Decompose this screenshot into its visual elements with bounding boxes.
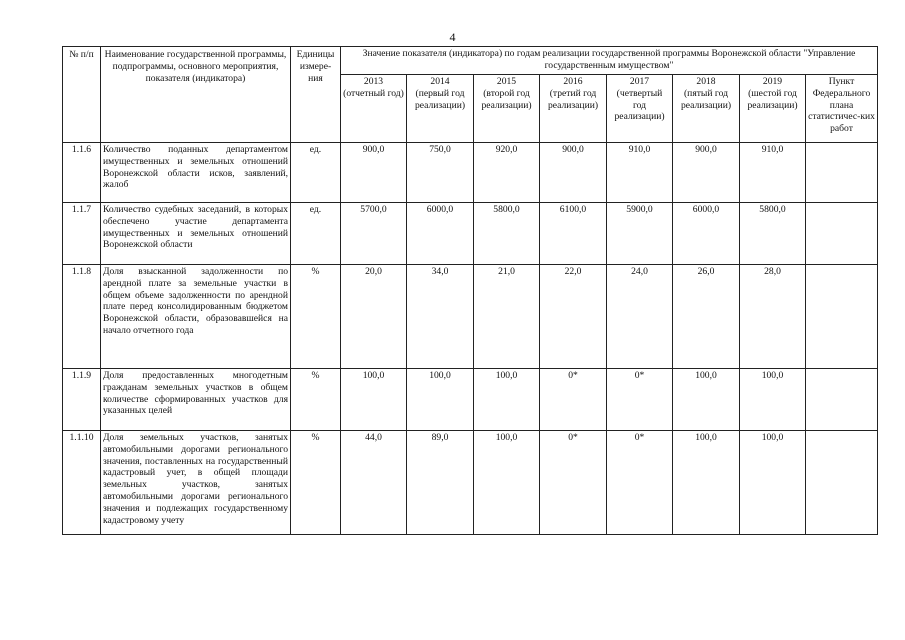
row-value-2019: 910,0 (740, 143, 806, 203)
row-value-2014: 6000,0 (407, 203, 474, 265)
row-value-2017: 0* (607, 431, 673, 535)
header-year-label: 2015 (496, 76, 517, 87)
row-unit: ед. (291, 143, 341, 203)
header-year-note: (пятый год реализации) (680, 87, 732, 111)
row-indicator-name: Доля взысканной задолженности по арендной плате за земельные участки в общем объеме задолженности по арендной плате перед консолидированным бюджетом Воронежской области, образовавшейся на начало отчетного года (101, 265, 291, 369)
header-federal-plan: Пункт Федерального плана статистичес-ких работ (806, 75, 878, 143)
header-unit: Единицы измере-ния (291, 47, 341, 143)
row-value-2016: 22,0 (540, 265, 607, 369)
row-unit: % (291, 369, 341, 431)
row-number: 1.1.7 (63, 203, 101, 265)
row-unit: % (291, 265, 341, 369)
row-value-2018: 100,0 (673, 369, 740, 431)
row-value-2014: 750,0 (407, 143, 474, 203)
row-value-2016: 900,0 (540, 143, 607, 203)
row-value-2019: 100,0 (740, 369, 806, 431)
header-values-title: Значение показателя (индикатора) по годам реализации государственной программы Воронежской области "Управление государственным имуществом" (341, 47, 878, 75)
table-row (63, 143, 878, 203)
indicators-table (62, 46, 878, 535)
header-year-label: 2014 (430, 76, 450, 87)
table-row (63, 369, 878, 431)
header-name: Наименование государственной программы, подпрограммы, основного мероприятия, показателя (индикатора) (101, 47, 291, 143)
row-value-2013: 900,0 (341, 143, 407, 203)
row-federal-plan (806, 369, 878, 431)
row-value-2018: 100,0 (673, 431, 740, 535)
row-value-2015: 100,0 (474, 369, 540, 431)
row-value-2015: 21,0 (474, 265, 540, 369)
header-year-label: 2019 (762, 76, 783, 87)
row-value-2013: 20,0 (341, 265, 407, 369)
row-value-2018: 900,0 (673, 143, 740, 203)
table-row (63, 431, 878, 535)
row-number: 1.1.6 (63, 143, 101, 203)
header-year-note: (первый год реализации) (414, 87, 466, 111)
header-year-note: (отчетный год) (343, 87, 404, 99)
row-value-2013: 44,0 (341, 431, 407, 535)
page-number: 4 (449, 30, 456, 44)
row-unit: % (291, 431, 341, 535)
header-year-2015 (474, 75, 540, 143)
row-value-2016: 0* (540, 369, 607, 431)
row-number: 1.1.8 (63, 265, 101, 369)
row-federal-plan (806, 203, 878, 265)
header-year-label: 2018 (696, 76, 716, 87)
row-federal-plan (806, 143, 878, 203)
table-row (63, 203, 878, 265)
row-value-2017: 0* (607, 369, 673, 431)
row-indicator-name: Количество судебных заседаний, в которых обеспечено участие департамента имущественных и земельных отношений Воронежской области (101, 203, 291, 265)
header-year-label: 2013 (363, 76, 384, 87)
row-value-2018: 26,0 (673, 265, 740, 369)
row-value-2017: 5900,0 (607, 203, 673, 265)
header-year-2013 (341, 75, 407, 143)
header-year-note: (третий год реализации) (547, 87, 599, 111)
row-value-2018: 6000,0 (673, 203, 740, 265)
row-number: 1.1.10 (63, 431, 101, 535)
row-value-2015: 100,0 (474, 431, 540, 535)
row-value-2017: 24,0 (607, 265, 673, 369)
table-row (63, 265, 878, 369)
row-indicator-name: Количество поданных департаментом имущественных и земельных отношений Воронежской области исков, заявлений, жалоб (101, 143, 291, 203)
row-value-2014: 89,0 (407, 431, 474, 535)
row-indicator-name: Доля земельных участков, занятых автомобильными дорогами регионального значения, поставленных на государственный кадастровый учет, в общей площади земельных участков, занятых автомобильными дорогами регионального значения и подлежащих государственному кадастровому учету (101, 431, 291, 535)
header-year-label: 2017 (629, 76, 650, 87)
row-value-2016: 6100,0 (540, 203, 607, 265)
header-year-2018 (673, 75, 740, 143)
header-year-2014 (407, 75, 474, 143)
row-number: 1.1.9 (63, 369, 101, 431)
header-year-label: 2016 (563, 76, 583, 87)
row-value-2014: 100,0 (407, 369, 474, 431)
row-value-2015: 5800,0 (474, 203, 540, 265)
header-year-note: (второй год реализации) (481, 87, 532, 111)
header-year-2017 (607, 75, 673, 143)
row-value-2013: 5700,0 (341, 203, 407, 265)
row-value-2019: 5800,0 (740, 203, 806, 265)
row-value-2014: 34,0 (407, 265, 474, 369)
row-federal-plan (806, 431, 878, 535)
row-value-2019: 28,0 (740, 265, 806, 369)
row-value-2013: 100,0 (341, 369, 407, 431)
header-year-2019 (740, 75, 806, 143)
header-year-note: (четвертый год реализации) (614, 87, 665, 123)
row-unit: ед. (291, 203, 341, 265)
row-value-2016: 0* (540, 431, 607, 535)
row-federal-plan (806, 265, 878, 369)
row-indicator-name: Доля предоставленных многодетным гражданам земельных участков в общем количестве сформированных участков для указанных целей (101, 369, 291, 431)
row-value-2015: 920,0 (474, 143, 540, 203)
row-value-2017: 910,0 (607, 143, 673, 203)
header-year-note: (шестой год реализации) (747, 87, 798, 111)
header-num: № п/п (63, 47, 101, 143)
header-year-2016 (540, 75, 607, 143)
row-value-2019: 100,0 (740, 431, 806, 535)
